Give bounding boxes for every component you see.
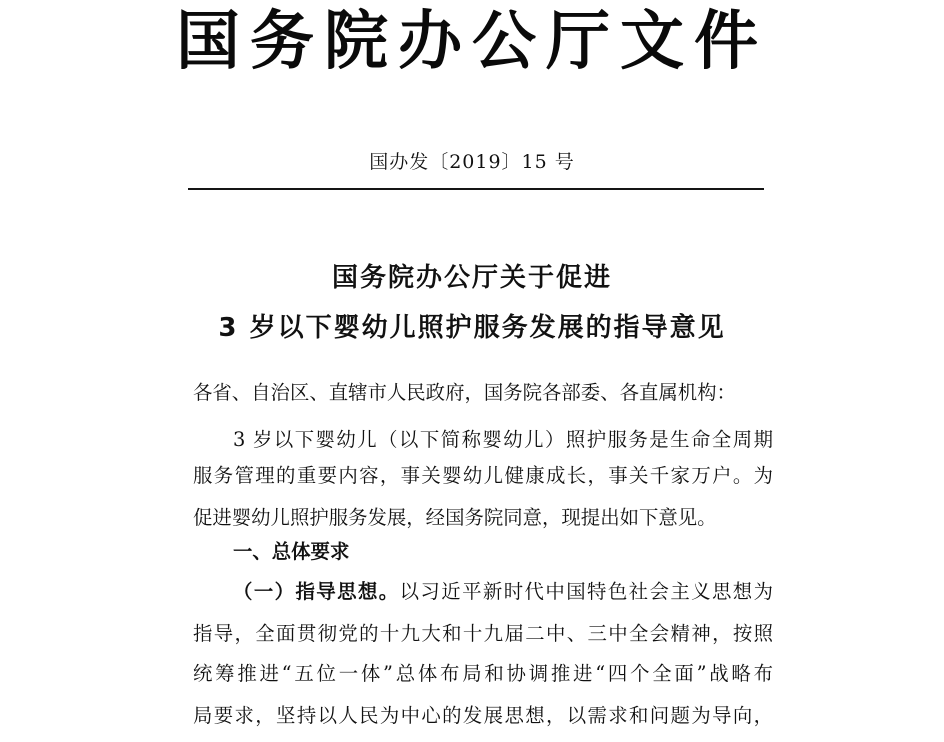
item-text: 以习近平新时代中国特色社会主义思想为 [399, 580, 774, 603]
document-number: 国办发〔2019〕15 号 [369, 151, 575, 173]
guiding-thought-line-2: 指导，全面贯彻党的十九大和十九届二中、三中全会精神，按照 [193, 622, 773, 645]
guiding-thought-line-3: 统筹推进“五位一体”总体布局和协调推进“四个全面”战略布 [193, 662, 773, 685]
document-title-line-2: 3 岁以下婴幼儿照护服务发展的指导意见 [218, 313, 726, 343]
intro-paragraph-line-1: 3 岁以下婴幼儿（以下简称婴幼儿）照护服务是生命全周期 [233, 428, 773, 451]
document-masthead: 国务院办公厅文件 [176, 5, 768, 79]
guiding-thought-line-1 [233, 578, 773, 606]
intro-paragraph-line-2: 服务管理的重要内容，事关婴幼儿健康成长，事关千家万户。为 [193, 464, 773, 487]
guiding-thought-line-4: 局要求，坚持以人民为中心的发展思想，以需求和问题为导向， [193, 704, 773, 727]
header-divider-line [188, 188, 764, 190]
intro-paragraph-line-3: 促进婴幼儿照护服务发展，经国务院同意，现提出如下意见。 [193, 506, 717, 529]
item-lead: （一）指导思想。 [233, 580, 400, 603]
section-heading: 一、总体要求 [233, 540, 350, 563]
salutation: 各省、自治区、直辖市人民政府，国务院各部委、各直属机构： [193, 381, 736, 404]
document-title-line-1: 国务院办公厅关于促进 [331, 263, 612, 293]
